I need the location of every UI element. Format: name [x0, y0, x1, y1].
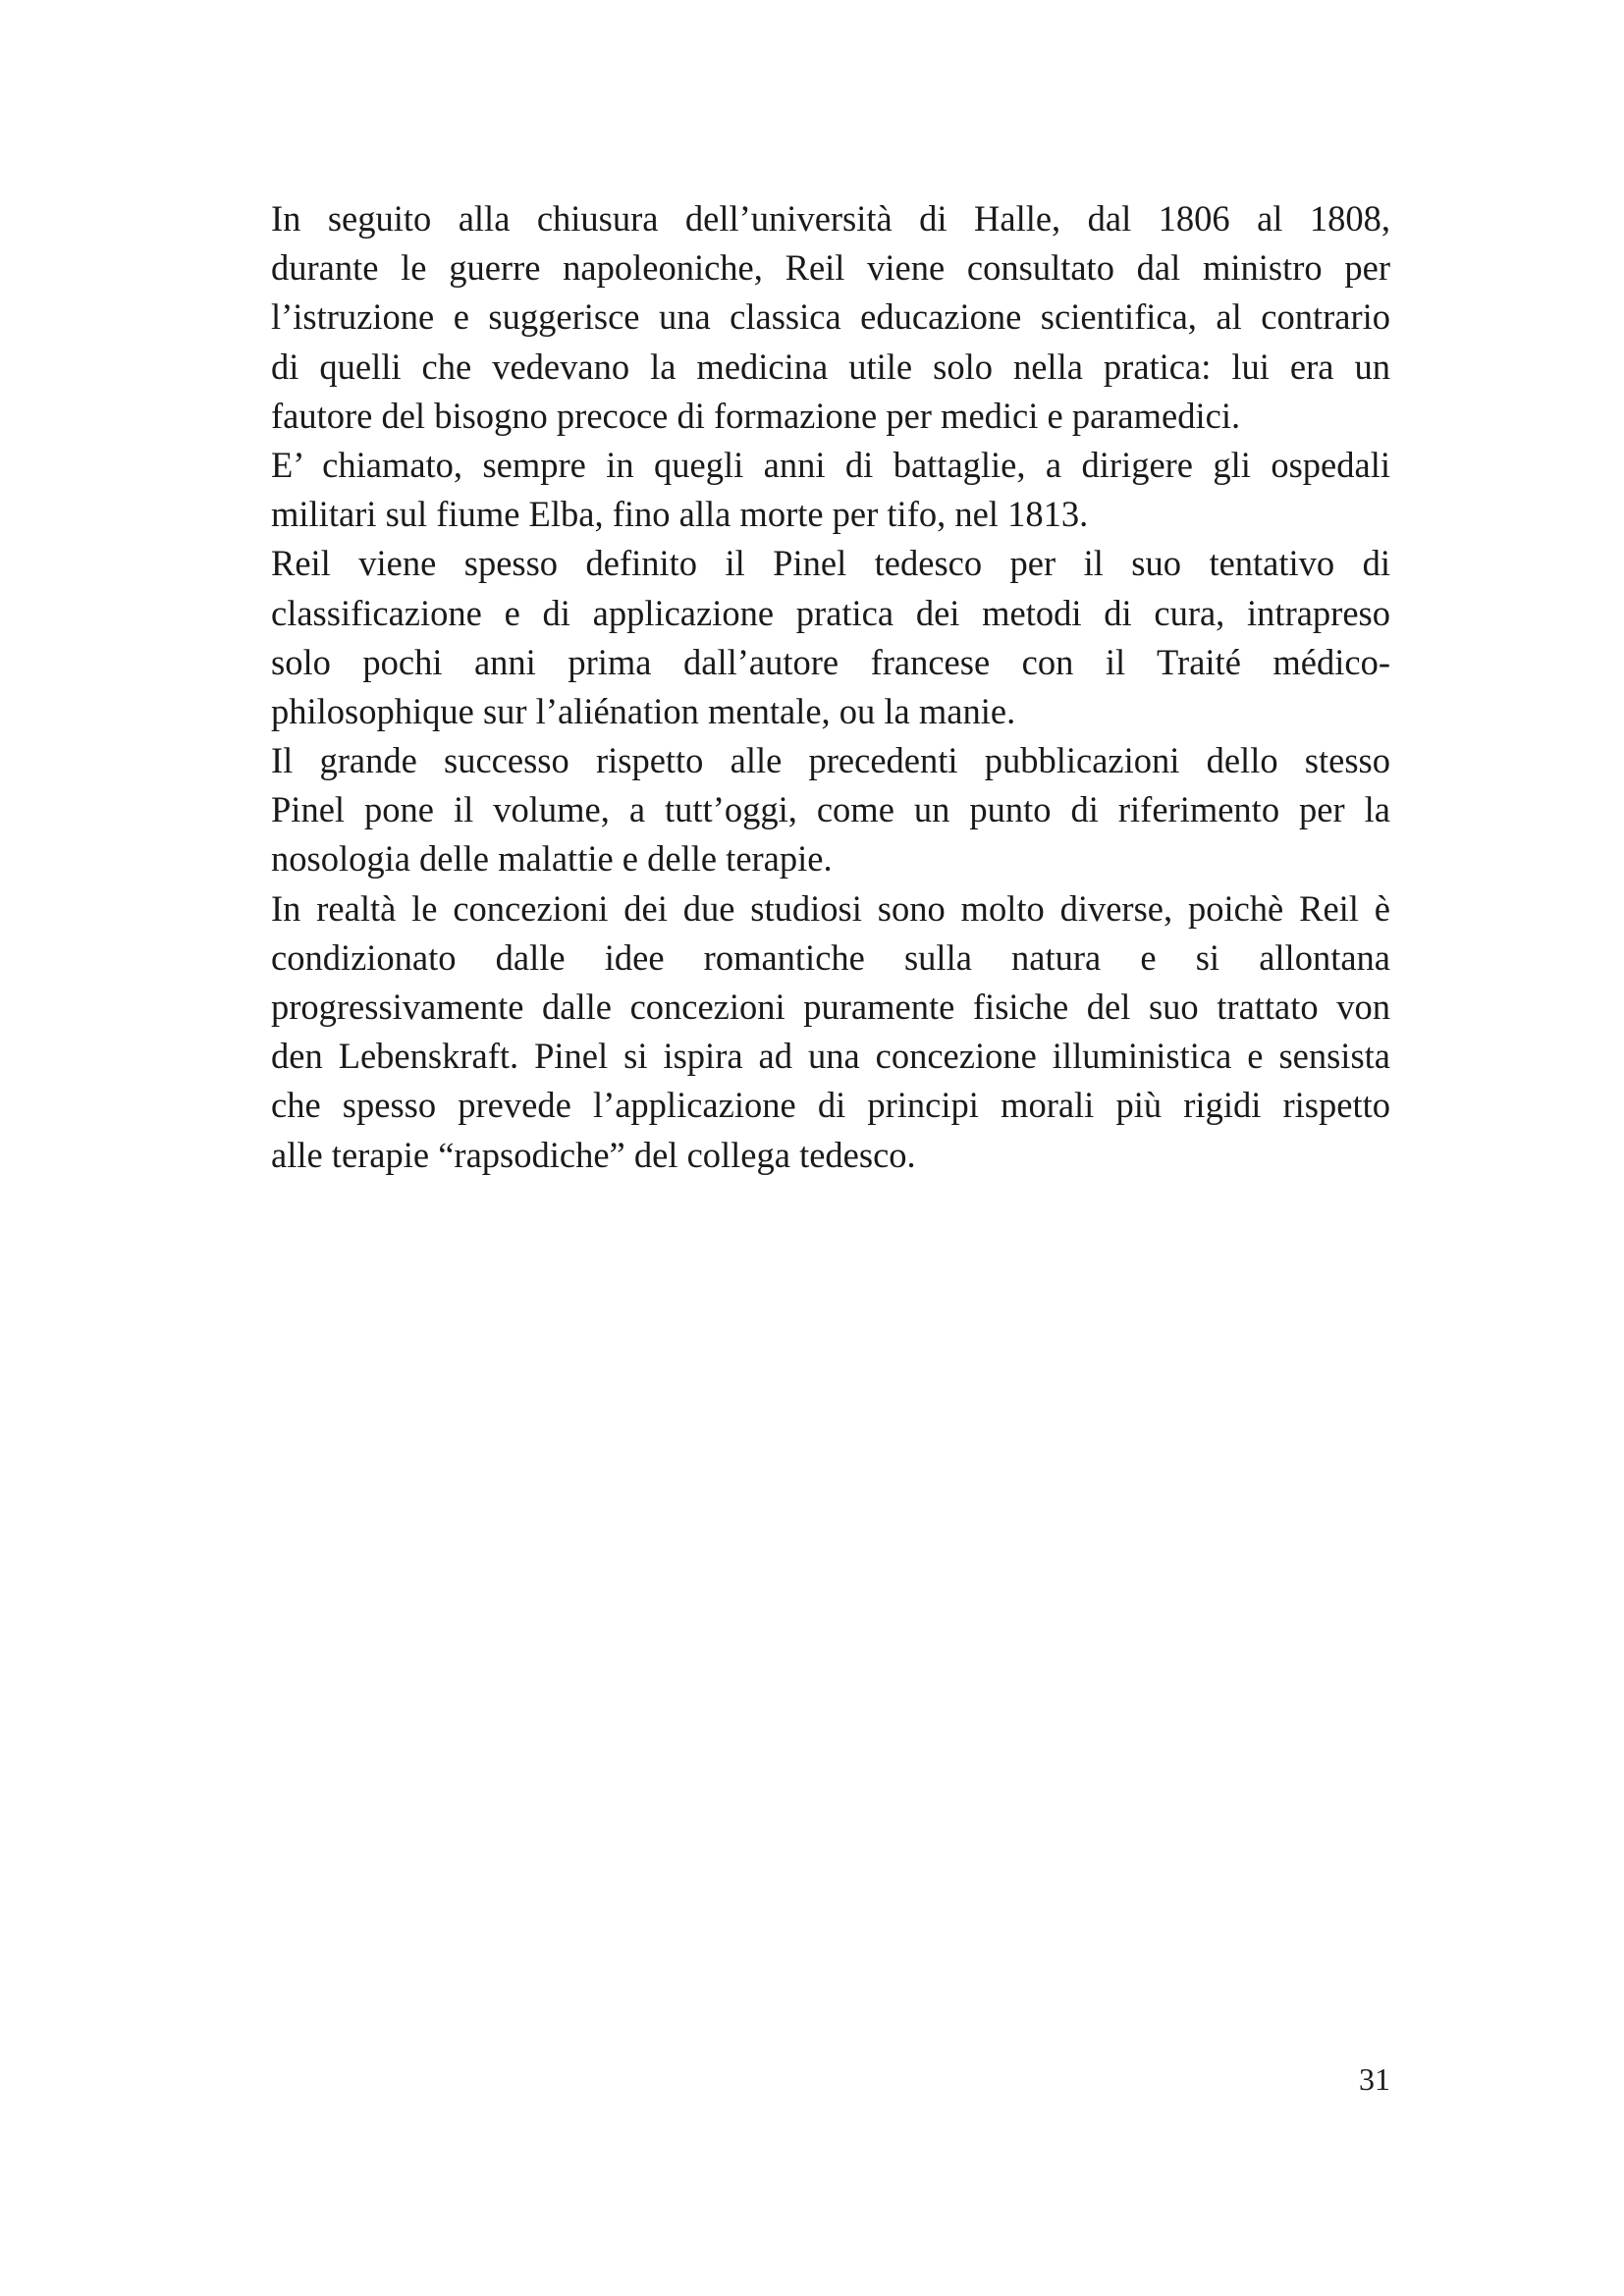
page-number: 31 — [1359, 2061, 1390, 2097]
paragraph — [271, 884, 1390, 1180]
text-line: di quelli che vedevano la medicina utile solo nella pratica: lui era un — [271, 346, 1390, 387]
text-line: Il grande successo rispetto alle precedenti pubblicazioni dello stesso — [271, 740, 1390, 781]
text-line: progressivamente dalle concezioni puramente fisiche del suo trattato von — [271, 987, 1390, 1027]
body-text — [271, 194, 1390, 1180]
paragraph — [271, 441, 1390, 539]
text-line: nosologia delle malattie e delle terapie. — [271, 838, 833, 880]
text-line: Pinel pone il volume, a tutt’oggi, come un punto di riferimento per la — [271, 789, 1390, 830]
paragraph — [271, 194, 1390, 441]
text-line: Reil viene spesso definito il Pinel tedesco per il suo tentativo di — [271, 543, 1390, 584]
text-line: l’istruzione e suggerisce una classica educazione scientifica, al contrario — [271, 296, 1390, 338]
text-line: den Lebenskraft. Pinel si ispira ad una concezione illuministica e sensista — [271, 1036, 1390, 1077]
text-line: durante le guerre napoleoniche, Reil viene consultato dal ministro per — [271, 247, 1390, 289]
text-line: classificazione e di applicazione pratica dei metodi di cura, intrapreso — [271, 592, 1390, 633]
paragraph — [271, 736, 1390, 884]
text-line: philosophique sur l’aliénation mentale, ou la manie. — [271, 690, 1016, 731]
text-line: E’ chiamato, sempre in quegli anni di battaglie, a dirigere gli ospedali — [271, 444, 1390, 485]
text-line: fautore del bisogno precoce di formazione per medici e paramedici. — [271, 395, 1241, 436]
text-line: In realtà le concezioni dei due studiosi sono molto diverse, poichè Reil è — [271, 887, 1390, 929]
text-line: solo pochi anni prima dall’autore francese con il Traité médico- — [271, 641, 1390, 682]
text-line: In seguito alla chiusura dell’università di Halle, dal 1806 al 1808, — [271, 198, 1390, 239]
text-line: militari sul fiume Elba, fino alla morte per tifo, nel 1813. — [271, 494, 1089, 535]
paragraph — [271, 539, 1390, 736]
text-line: che spesso prevede l’applicazione di principi morali più rigidi rispetto — [271, 1085, 1390, 1126]
text-line: alle terapie “rapsodiche” del collega tedesco. — [271, 1134, 916, 1175]
text-line: condizionato dalle idee romantiche sulla natura e si allontana — [271, 936, 1390, 978]
